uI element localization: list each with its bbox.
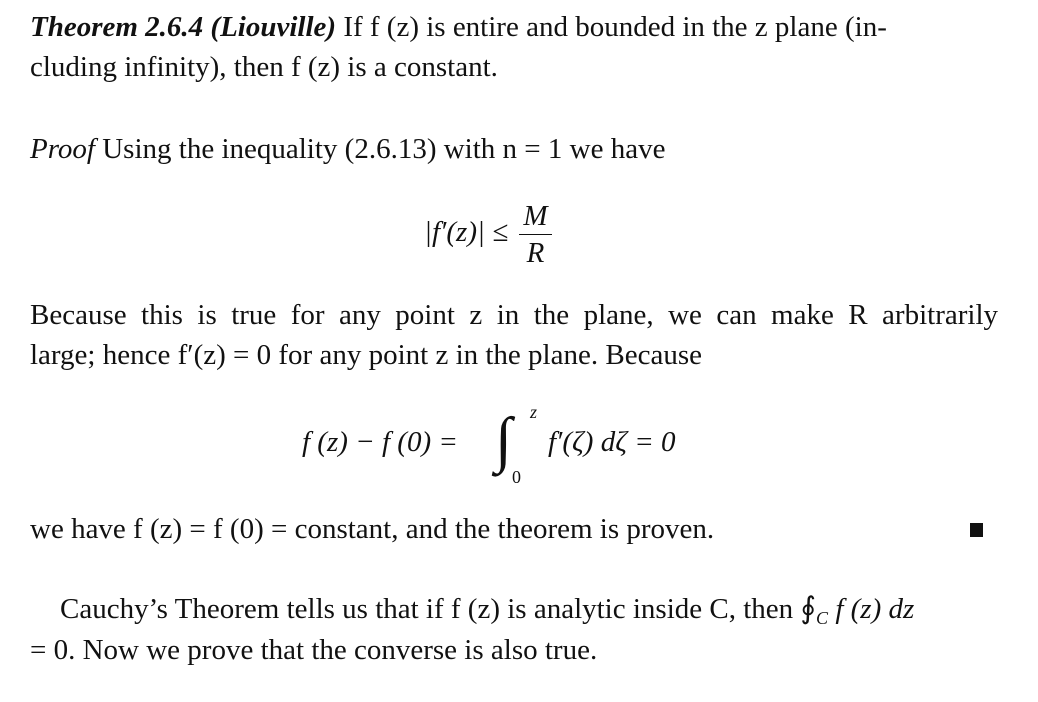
proof-label: Proof: [30, 133, 95, 165]
theorem-label: Theorem 2.6.4 (Liouville): [30, 11, 337, 43]
remark-line-2: = 0. Now we prove that the converse is also true.: [30, 634, 598, 666]
integral-upper-limit: z: [530, 402, 538, 422]
eq1-lhs: |f′(z)| ≤: [424, 216, 509, 249]
proof-line-1: [30, 132, 998, 166]
eq1-denominator: R: [526, 237, 545, 269]
eq2-rhs: f′(ζ) dζ = 0: [548, 426, 676, 458]
equation-derivative-bound: [424, 200, 552, 269]
remark-text-end: f (z) dz: [828, 593, 915, 625]
qed-square-icon: [970, 523, 983, 537]
eq1-fraction: [519, 200, 551, 269]
remark-line-1: [60, 592, 998, 635]
proof-line-3: large; hence f′(z) = 0 for any point z in the plane. Because: [30, 339, 702, 371]
integral-lower-limit: 0: [512, 467, 521, 487]
proof-conclusion: we have f (z) = f (0) = constant, and the theorem is proven.: [30, 513, 715, 545]
contour-integral-icon: ∮: [800, 592, 817, 625]
proof-line-2: Because this is true for any point z in the plane, we can make R arbitrarily: [30, 299, 998, 331]
theorem-line-2: cluding infinity), then f (z) is a constant.: [30, 51, 498, 83]
theorem-line-1: [30, 10, 998, 44]
contour-subscript: C: [816, 608, 829, 628]
equation-integral: [302, 425, 458, 459]
eq1-numerator: M: [519, 200, 551, 235]
integral-sign: ∫: [495, 406, 512, 474]
remark-text-start: Cauchy’s Theorem tells us that if f (z) is analytic inside C, then: [60, 593, 801, 625]
proof-text-1: Using the inequality (2.6.13) with n = 1 we have: [94, 133, 666, 165]
eq2-lhs: f (z) − f (0) =: [302, 426, 458, 458]
theorem-text-1: If f (z) is entire and bounded in the z plane (in-: [336, 11, 887, 43]
